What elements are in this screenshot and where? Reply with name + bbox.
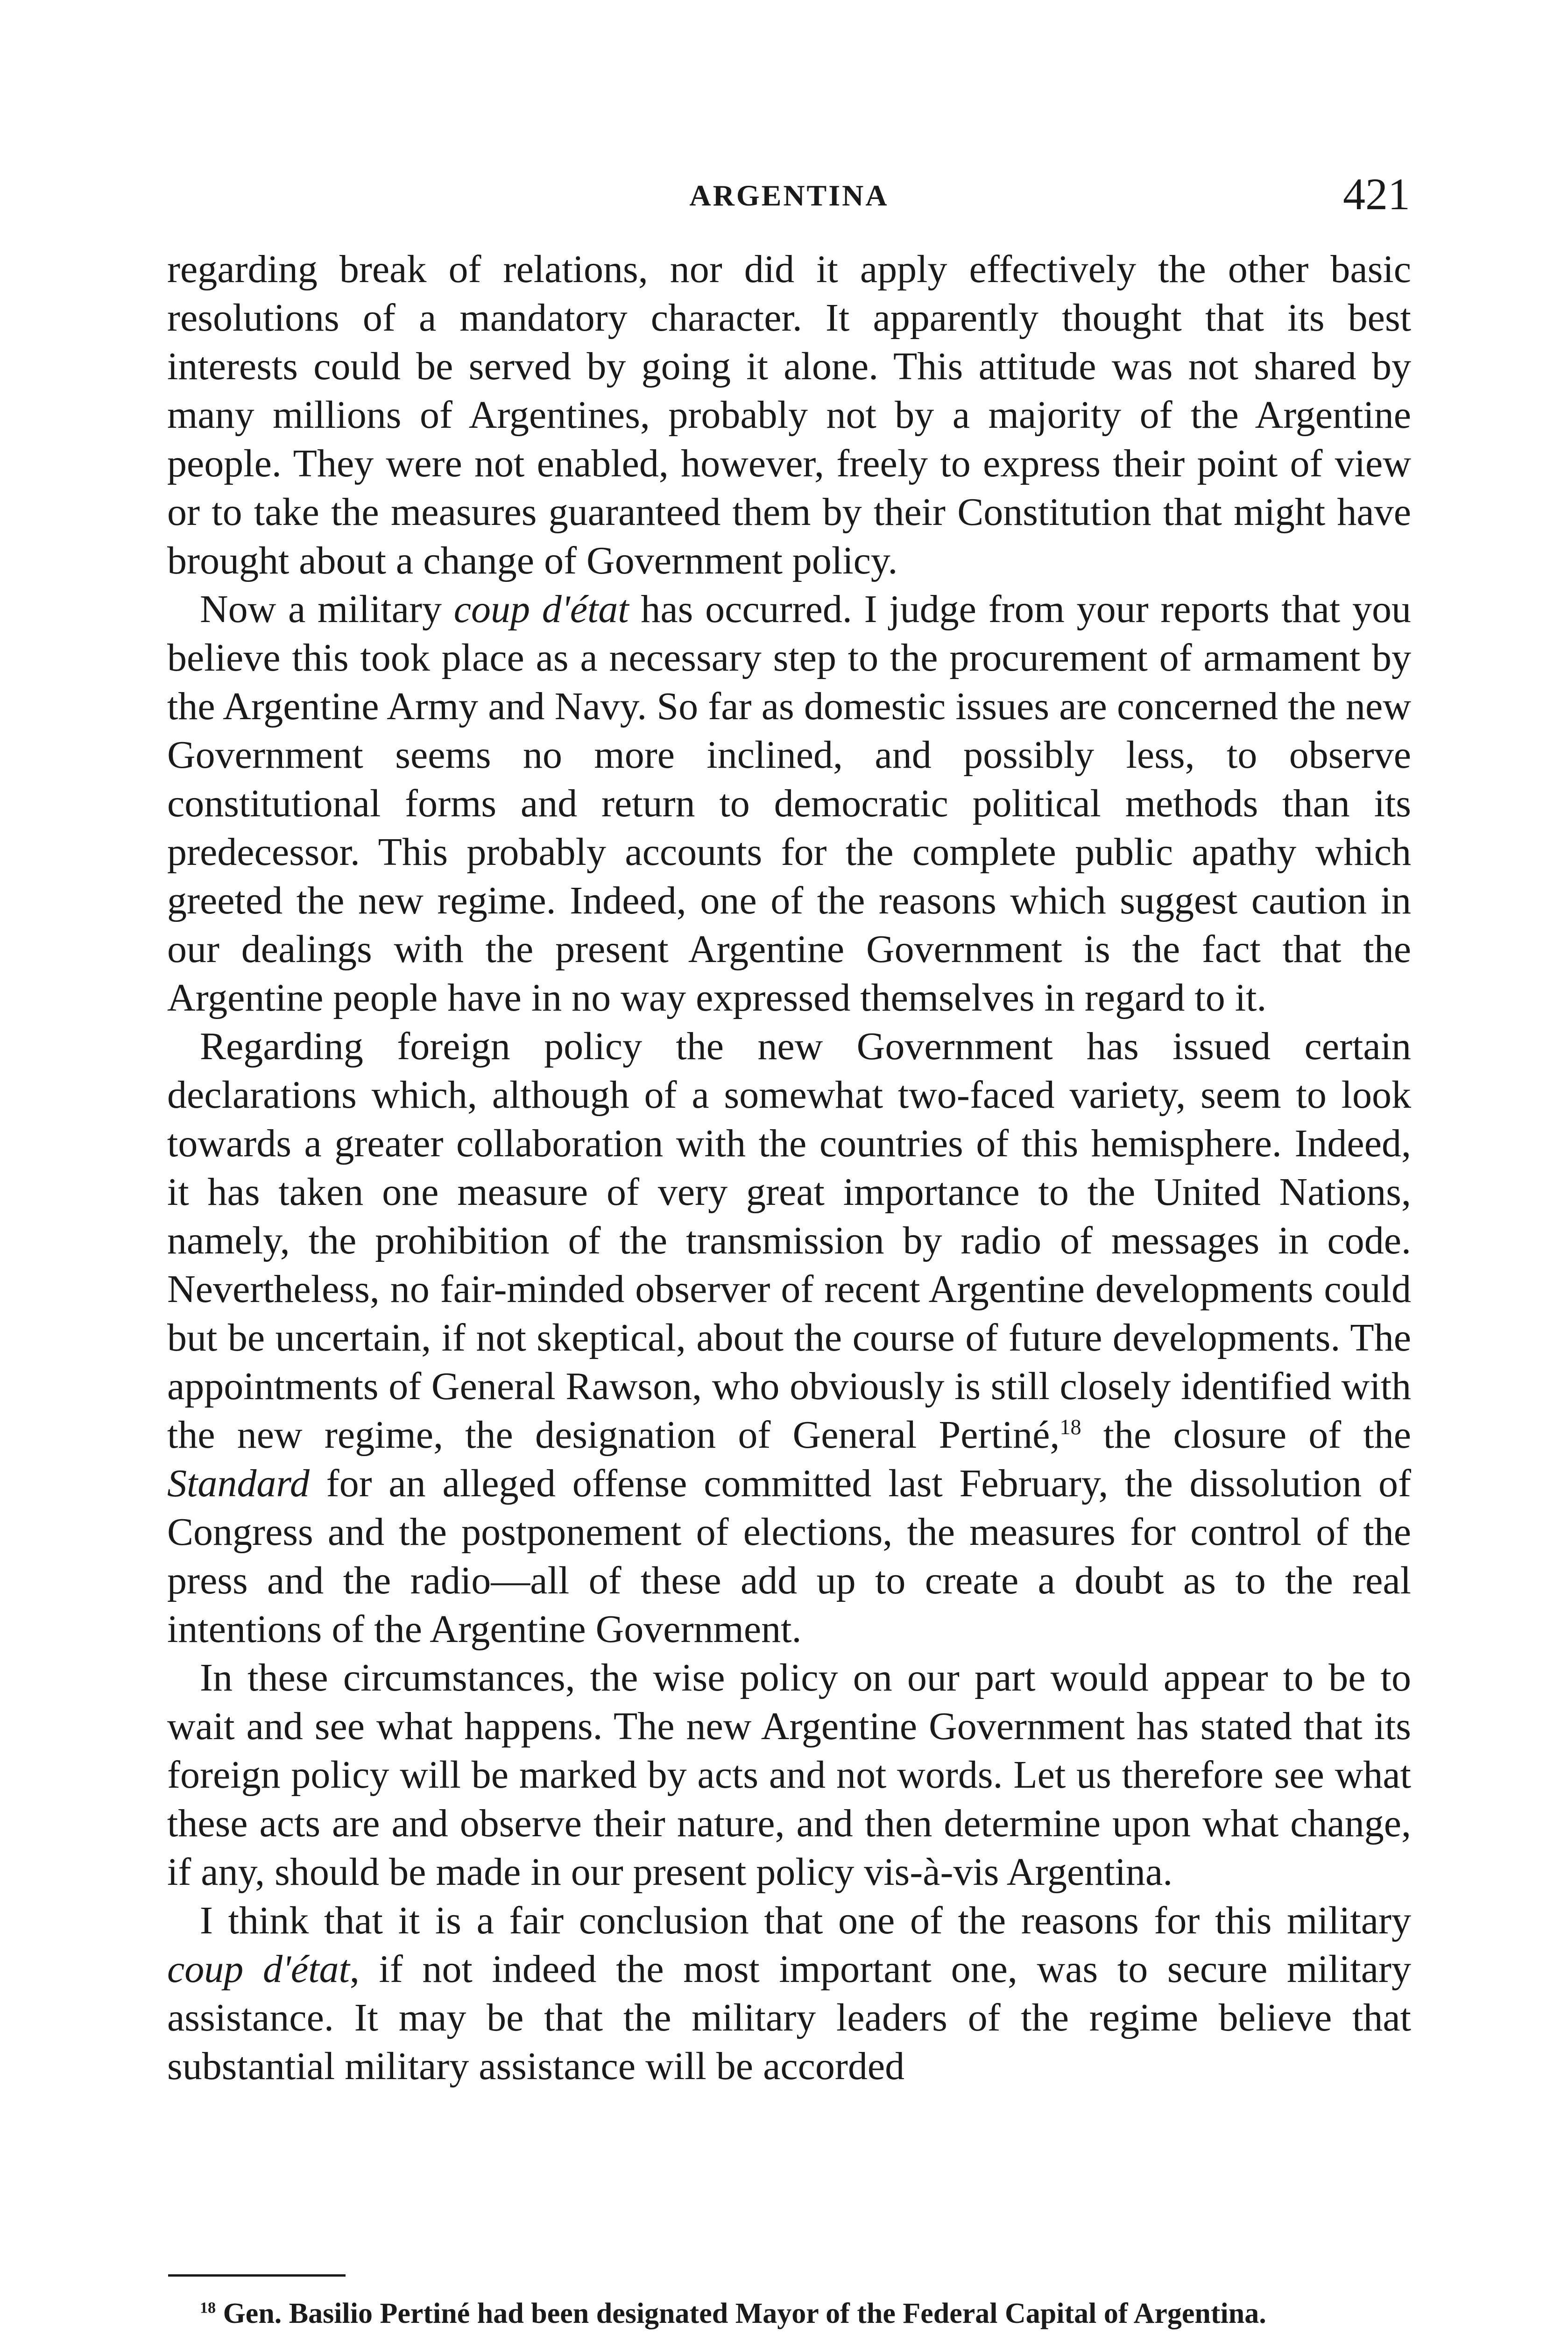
page-number: 421 [1343,169,1410,219]
paragraph-4 [167,1654,1411,1896]
paragraph-5 [167,1896,1411,2091]
paragraph-3-text-a: Regarding foreign policy the new Government has issued certain declarations which, although of a somewhat two-faced variety, seem to look towards a greater collaboration with the countries of this hemisphere. Indeed, it has taken one measure of very great importance to the United Nations, namely, the prohibition of the transmission by radio of messages in code. Nevertheless, no fair-minded observer of recent Argentine developments could but be uncertain, if not skeptical, about the course of future developments. The appointments of General Rawson, who obviously is still closely identified with the new regime, the designation of General Pertiné, [167,1025,1411,1457]
footnote-text: Gen. Basilio Pertiné had been designated Mayor of the Federal Capital of Argentina. [216,2298,1266,2329]
page-header [168,168,1410,219]
paragraph-3-italic-standard: Standard [167,1462,310,1505]
footnote [167,2295,1411,2332]
footnote-divider [168,2274,346,2277]
paragraph-2-text-a: Now a military [200,587,454,631]
paragraph-5-italic-coup: coup d'état [167,1947,350,1991]
paragraph-3-text-d: for an alleged offense committed last February, the dissolution of Congress and the postponement of elections, the measures for control of the press and the radio—all of these add up to create a doubt as to the real intentions of the Argentine Government. [167,1462,1411,1651]
paragraph-2-italic-coup: coup d'état [453,587,629,631]
paragraph-3 [167,1022,1411,1654]
paragraph-5-text-a: I think that it is a fair conclusion that one of the reasons for this military [200,1899,1411,1942]
paragraph-1-text: regarding break of relations, nor did it apply effectively the other basic resolutions of a mandatory character. It apparently thought that its best interests could be served by going it alone. This attitude was not shared by many millions of Argentines, probably not by a majority of the Argentine people. They were not enabled, however, freely to express their point of view or to take the measures guaranteed them by their Constitution that might have brought about a change of Government policy. [167,248,1411,582]
paragraph-2-text-c: has occurred. I judge from your reports that you believe this took place as a necessary step to the procurement of armament by the Argentine Army and Navy. So far as domestic issues are concerned the new Government seems no more inclined, and possibly less, to observe constitutional forms and return to democratic political methods than its predecessor. This probably accounts for the complete public apathy which greeted the new regime. Indeed, one of the reasons which suggest caution in our dealings with the present Argentine Government is the fact that the Argentine people have in no way expressed themselves in regard to it. [167,587,1411,1019]
footnote-marker: 18 [200,2299,216,2317]
paragraph-1 [167,245,1411,585]
paragraph-5-text-c: , if not indeed the most important one, was to secure military assistance. It may be that the military leaders of the regime believe that substantial military assistance will be accorded [167,1947,1411,2088]
footnote-reference: 18 [1059,1415,1081,1439]
paragraph-3-text-b: the closure of the [1081,1413,1411,1457]
running-head: ARGENTINA [689,179,889,212]
paragraph-4-text: In these circumstances, the wise policy on our part would appear to be to wait and see what happens. The new Argentine Government has stated that its foreign policy will be marked by acts and not words. Let us therefore see what these acts are and observe their nature, and then determine upon what change, if any, should be made in our present policy vis-à-vis Argentina. [167,1656,1411,1894]
paragraph-2 [167,585,1411,1022]
body-text [167,245,1411,2091]
